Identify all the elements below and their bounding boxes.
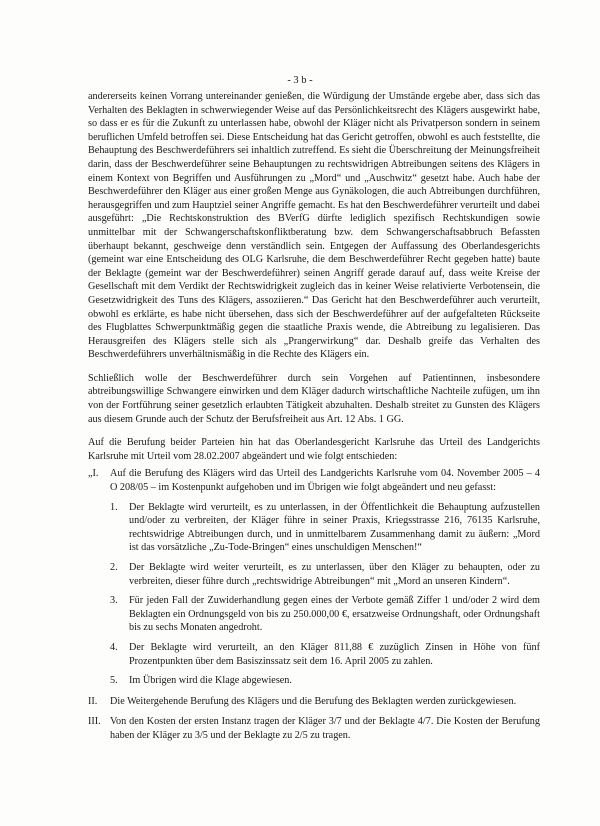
tenor-item-number: 4. — [110, 641, 118, 653]
tenor-intro: Auf die Berufung des Klägers wird das Urteil des Landgerichts Karlsruhe vom 04. November 2005 – 4 O 208/05 – im Kostenpunkt aufgehoben und im Übrigen wie folgt abgeändert und neu gefasst: — [110, 468, 540, 494]
tenor-item-number: 2. — [110, 562, 118, 573]
tenor-section-i — [88, 467, 540, 687]
tenor-item — [110, 641, 540, 668]
tenor-item-text: Der Beklagte wird verurteilt, an den Kläger 811,88 € zuzüglich Zinsen in Höhe von fünf Prozentpunkten über dem Basiszinssatz seit dem 16. April 2005 zu zahlen. — [129, 641, 540, 667]
tenor-item-text: Für jeden Fall der Zuwiderhandlung gegen eines der Verbote gemäß Ziffer 1 und/oder 2 wird dem Beklagten ein Ordnungsgeld von bis zu 250.000,00 €, ersatzweise Ordnungshaft, oder Ordnungshaft bis zu sechs Monaten angedroht. — [129, 595, 540, 634]
roman-text: Die Weitergehende Berufung des Klägers und die Berufung des Beklagten werden zurückgewiesen. — [110, 695, 517, 707]
tenor-item-number: 5. — [110, 675, 118, 687]
tenor-item-number: 3. — [110, 595, 118, 607]
tenor-item — [110, 674, 540, 688]
paragraph-court-reasoning: andererseits keinen Vorrang untereinander genießen, die Würdigung der Umstände ergebe aber, dass sich das Verhalten des Beklagten in schwerwiegender Weise auf das Persönlichkeitsrecht des Klägers ausgewirkt habe, so dass er es für die Zukunft zu unterlassen habe, obwohl der Kläger nicht als Privatperson sondern in seinem beruflichen Umfeld betroffen sei. Diese Entscheidung hat das Gericht getroffen, obwohl es auch feststellte, die Behauptung des Beschwerdeführers sei inhaltlich zutreffend. Es sieht die Überschreitung der Meinungsfreiheit darin, dass der Beschwerdeführer seine Behauptungen zu rechtswidrigen Abtreibungen seitens des Klägers in einem Kontext von Begriffen und Ausführungen zu „Mord“ und „Auschwitz“ gesetzt habe. Auch habe der Beschwerdeführer den Kläger aus einer großen Menge aus Gynäkologen, die auch Abtreibungen durchführen, herausgegriffen und zum Hauptziel seiner Angriffe gemacht. Es hat den Beschwerdeführer verurteilt und dabei ausgeführt: „Die Rechtskonstruktion des BVerfG dürfte lediglich spezifisch Rechtskundigen sowie unmittelbar mit der Schwangerschaftskonfliktberatung bzw. dem Schwangerschaftsabbruch Befassten überhaupt bekannt, geschweige denn verständlich sein. Entgegen der Auffassung des Oberlandesgerichts (gemeint war eine Entscheidung des OLG Karlsruhe, die dem Beschwerdeführer Recht gegeben hatte) baute der Beklagte (gemeint war der Beschwerdeführer) seinen Angriff gerade darauf auf, dass weite Kreise der Gesellschaft mit dem Verdikt der Rechtswidrigkeit zugleich das in keiner Weise relativierte Verbotensein, die Gesetzwidrigkeit des Tuns des Klägers, assoziieren.“ Das Gericht hat den Beschwerdeführer auch verurteilt, obwohl es erklärte, es habe nicht übersehen, dass sich der Beschwerdeführer auf der aufgefalteten Rückseite des Flugblattes Schwerpunktmäßig gegen die staatliche Praxis wende, die Abtreibung zu legalisieren. Das Herausgreifen des Klägers stelle sich als „Prangerwirkung“ dar. Deshalb greife das Verhalten des Beschwerdeführers unverhältnismäßig in die Rechte des Klägers ein. — [88, 91, 540, 361]
tenor-item-text: Der Beklagte wird weiter verurteilt, es zu unterlassen, über den Kläger zu behaupten, oder zu verbreiten, dieser führe durch „rechtswidrige Abtreibungen“ mit „Mord an unseren Kindern“. — [129, 562, 540, 587]
tenor-item — [110, 594, 540, 635]
page-number: - 3 b - — [287, 75, 313, 86]
tenor-body — [110, 467, 540, 687]
paragraph-professional-freedom: Schließlich wolle der Beschwerdeführer durch sein Vorgehen auf Patientinnen, insbesondere abtreibungswillige Schwangere einwirken und dem Kläger dadurch wirtschaftliche Nachteile zufügen, um ihn von der Fortführung seiner gesetzlich erlaubten Tätigkeit abzuhalten. Deshalb streitet zu Gunsten des Klägers aus diesem Grunde auch der Schutz der Berufsfreiheit aus Art. 12 Abs. 1 GG. — [88, 372, 540, 425]
tenor-label: „I. — [88, 468, 99, 480]
tenor-item-text: Der Beklagte wird verurteilt, es zu unterlassen, in der Öffentlichkeit die Behauptung aufzustellen und/oder zu verbreiten, der Kläger führe in seiner Praxis, Kriegsstrasse 216, 76135 Karlsruhe, rechtswidrige Abtreibungen durch, und in unmittelbarem Zusammenhang damit zu äußern: „Mord ist das vorsätzliche „Zu-Tode-Bringen“ eines unschuldigen Menschen!“ — [129, 501, 540, 554]
tenor-section-iii — [88, 715, 540, 742]
tenor-item — [110, 501, 540, 555]
roman-number: II. — [88, 695, 98, 707]
tenor-section-ii — [88, 695, 540, 709]
roman-number: III. — [88, 716, 101, 728]
tenor-item-number: 1. — [110, 501, 118, 513]
tenor-item-text: Im Übrigen wird die Klage abgewiesen. — [129, 675, 292, 687]
tenor-item — [110, 561, 540, 588]
paragraph-appeal-intro: Auf die Berufung beider Parteien hin hat das Oberlandesgericht Karlsruhe das Urteil des Landgerichts Karlsruhe mit Urteil vom 28.02.2007 abgeändert und wie folgt entschieden: — [88, 437, 540, 462]
roman-text: Von den Kosten der ersten Instanz tragen der Kläger 3/7 und der Beklagte 4/7. Die Kosten der Berufung haben der Kläger zu 3/5 und der Beklagte zu 2/5 zu tragen. — [110, 716, 540, 741]
